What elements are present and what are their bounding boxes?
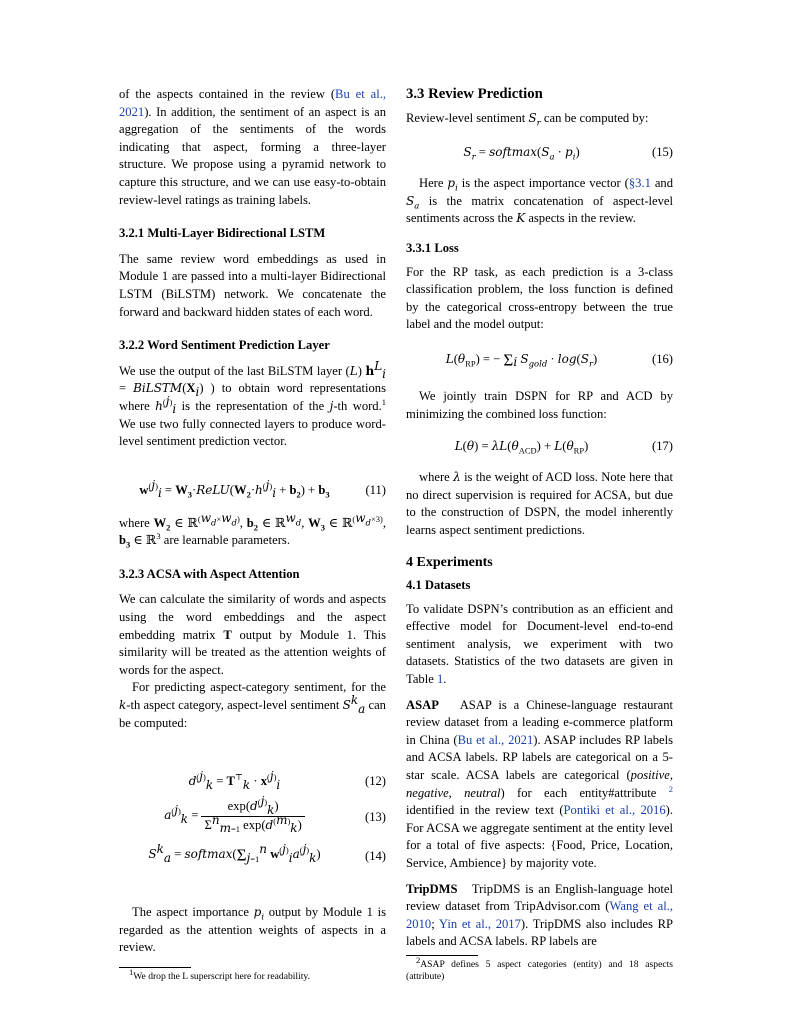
section-heading-3-3: 3.3 Review Prediction	[406, 86, 543, 102]
equation-17: $L(\theta) = \lambda L(\theta_{ACD}) + L(\theta_{RP})$ (17)	[454, 439, 673, 456]
section-heading-3-2-1: 3.2.1 Multi-Layer Bidirectional LSTM	[119, 226, 326, 241]
section-link[interactable]: §3.1	[628, 176, 651, 191]
left-paragraph-5: We can calculate the similarity of words and aspects using the word embeddings and the aspect embedding matrix T output by Module 1. This similarity will be treated as the attention weights of words for the aspect.	[119, 592, 386, 677]
left-paragraph-4: where $W_2$ ∈ ℝ$^{(w_d\times w_d)}$, $b_2$ ∈ ℝ$^{w_d}$, $W_3$ ∈ ℝ$^{(w_d\times 3)}$, $b_3$ ∈ ℝ$^3$ are learnable parameters.	[119, 510, 387, 550]
citation-link[interactable]: Pontiki et al., 2016	[563, 803, 666, 818]
citation-link[interactable]: Wang et al., 2010	[406, 899, 673, 931]
equation-16: $L(\theta_{RP})$ = − $\Sigma_i$ $S_{gold} \cdot \log(S_r)$ (16)	[445, 350, 673, 370]
right-paragraph-5: where λ is the weight of ACD loss. Note here that no direct supervision is required for ACSA, but due to the construction of DSPN, the model inherently learns aspect sentiment predictions.	[406, 470, 673, 537]
right-paragraph-1: Review-level sentiment $S_r$ can be computed by:	[406, 110, 649, 128]
left-paragraph-6: For predicting aspect-category sentiment, for the k-th aspect category, aspect-level sentiment $S^k_a$ can be computed:	[119, 680, 386, 730]
equation-14: $S^k_a$ = $softmax(\Sigma_{j=1}^n$ $w^{(j)}_ia^{(j)}_k$) (14)	[148, 842, 386, 865]
left-paragraph-7: The aspect importance $p_i$ output by Module 1 is regarded as the attention weights of aspects in a review.	[119, 905, 386, 955]
section-heading-4-1: 4.1 Datasets	[406, 578, 471, 593]
section-heading-3-2-2: 3.2.2 Word Sentiment Prediction Layer	[119, 338, 330, 353]
left-column	[119, 86, 386, 984]
right-paragraph-asap: ASAP ASAP is a Chinese-language restaurant review dataset from a leading e-commerce platform in China (Bu et al., 2021). ASAP includes RP labels and ACSA labels. RP labels are categorical on a 5-star scale. ACSA labels are categorical (positive, negative, neutral) for each entity#attribute $^2$ identified in the review text (Pontiki et al., 2016). For ACSA we aggregate sentiment at the entity level for a total of five aspects: {Food, Price, Location, Service, Ambience} by majority vote.	[406, 697, 673, 870]
table-link[interactable]: 1	[436, 672, 444, 687]
section-heading-3-3-1: 3.3.1 Loss	[406, 240, 459, 255]
citation-link[interactable]: Yin et al., 2017	[438, 916, 521, 931]
right-paragraph-2: Here $p_i$ is the aspect importance vector (§3.1 and $S_a$ is the matrix concatenation of aspect-level sentiments across the K aspects in the review.	[406, 176, 673, 226]
section-heading-4: 4 Experiments	[406, 554, 493, 570]
equation-15: $S_r$ = $softmax(S_a \cdot p_i)$ (15)	[463, 145, 673, 163]
right-paragraph-3: For the RP task, as each prediction is a 3-class classification problem, the loss function is defined by the categorical cross-entropy between the true label and the model output:	[406, 264, 673, 332]
right-paragraph-6: To validate DSPN’s contribution as an efficient and effective model for Document-level end-to-end sentiment analysis, we experiment with two datasets. Statistics of the two datasets are given in Table 1.	[406, 601, 673, 687]
left-paragraph-3: We use the output of the last BiLSTM layer (L) $h^L_i$ = $BiLSTM(X_i)$ ) to obtain word representations where $h^{(j)}_i$ is the representation of the j-th word.$^1$ We use two fully connected layers to produce word-level sentiment prediction vector.	[119, 358, 386, 449]
equation-12: $d^{(j)}_k = T^⊤_k \cdot x^{(j)}_i$ (12)	[188, 769, 386, 792]
right-paragraph-tripdms: TripDMS TripDMS is an English-language hotel review dataset from TripAdvisor.com (Wang et al., 2010; Yin et al., 2017). TripDMS also includes RP labels and ACSA labels. RP labels are	[406, 881, 673, 949]
citation-link[interactable]: Bu et al., 2021	[119, 87, 386, 119]
footnote-2: $^2$ASAP defines 5 aspect categories (entity) and 18 aspects (attribute)	[406, 954, 673, 983]
equation-13: $a^{(j)}_k$ = $\frac{\exp(d^{(j)}_k)}{\Sigma^n_{m=1} \exp(d^{(m)}_k)}$ (13)	[164, 794, 386, 836]
footnote-1: $^1$We drop the L superscript here for readability.	[129, 966, 310, 982]
citation-link[interactable]: Bu et al., 2021	[457, 732, 534, 747]
section-heading-3-2-3: 3.2.3 ACSA with Aspect Attention	[119, 566, 300, 581]
right-column	[406, 86, 673, 984]
equation-11: $w^{(j)}_i$ = $W_3\cdot ReLU(W_2\cdot h^{(j)}_i + b_2) + b_3$ (11)	[139, 477, 386, 501]
left-paragraph-1: of the aspects contained in the review (Bu et al., 2021). In addition, the sentiment of an aspect is an aggregation of the sentiments of the words indicating that aspect, forming a three-layer structure. We propose using a pyramid network to capture this structure, and we can use easy-to-obtain review-level ratings as training labels.	[119, 87, 386, 207]
right-paragraph-4: We jointly train DSPN for RP and ACD by minimizing the combined loss function:	[406, 388, 673, 421]
left-paragraph-2: The same review word embeddings as used in Module 1 are passed into a multi-layer Bidirectional LSTM (BiLSTM) network. We concatenate the forward and backward hidden states of each word.	[119, 251, 386, 319]
